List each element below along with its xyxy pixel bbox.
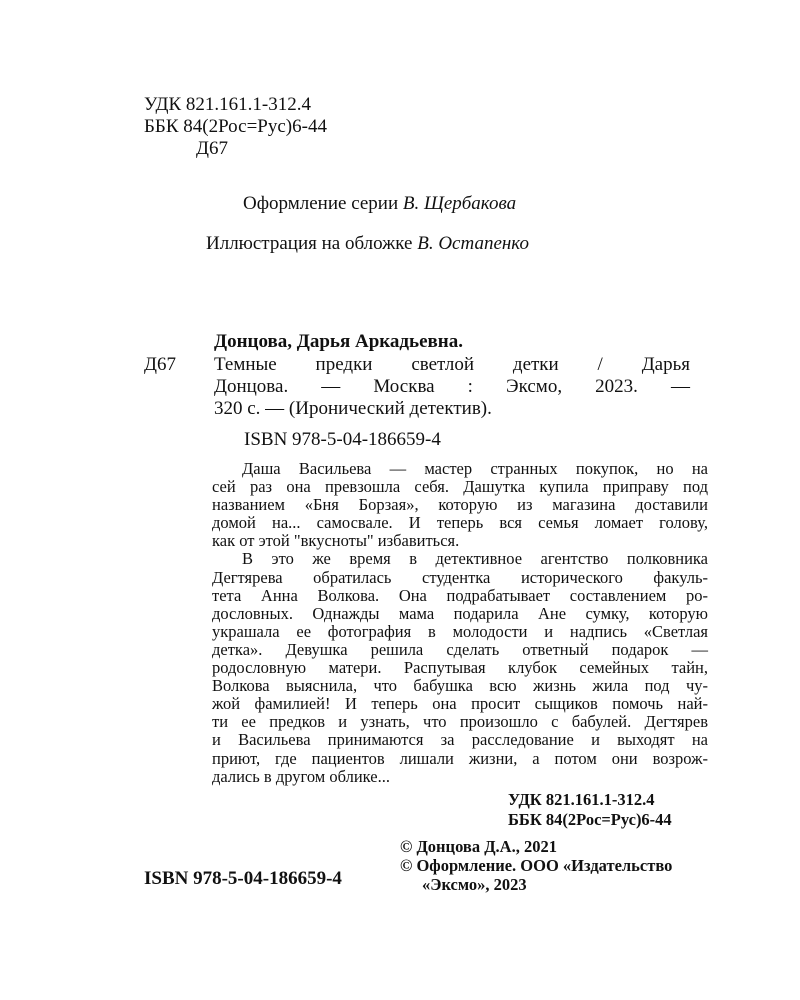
footer-isbn: ISBN 978-5-04-186659-4 (144, 868, 342, 889)
annotation-line: домой на... самосвале. И теперь вся семья ломает голову, (212, 513, 708, 533)
annotation-line: Дегтярева обратилась студентка исторического факуль- (212, 567, 708, 587)
annotation-line: родословную матери. Распутывая клубок семейных тайн, (212, 658, 708, 678)
bibliography-line: Донцова. — Москва : Эксмо, 2023. — (214, 376, 690, 397)
annotation-line: жой фамилией! И теперь она просит сыщиков помочь най- (212, 694, 708, 714)
cover-illustration-credit (206, 233, 529, 255)
annotation-line: названием «Бня Борзая», которую из магазина доставили (212, 495, 708, 515)
series-design-name: В. Щербакова (402, 193, 517, 214)
copyright-design: © Оформление. ООО «Издательство (400, 856, 673, 875)
annotation-line: украшала ее фотография в молодости и надпись «Светлая (212, 621, 708, 641)
annotation-line: ти ее предков и узнать, что произошло с бабулей. Дегтярев (212, 712, 708, 732)
udk-code: УДК 821.161.1-312.4 (144, 94, 311, 115)
bibliography-line: Темные предки светлой детки / Дарья (214, 354, 690, 375)
annotation-line: дословных. Однажды мама подарила Ане сумку, которую (212, 603, 708, 623)
annotation-line: В это же время в детективное агентство полковника (242, 549, 708, 569)
annotation (212, 460, 708, 786)
copyright-design-continued: «Эксмо», 2023 (422, 875, 527, 894)
bottom-udk-code: УДК 821.161.1-312.4 (508, 790, 655, 809)
cover-name: В. Остапенко (417, 233, 529, 254)
annotation-line: Волкова выяснила, что бабушка всю жизнь жила под чу- (212, 676, 708, 696)
annotation-line: Даша Васильева — мастер странных покупок, но на (242, 459, 708, 478)
bottom-bbk-code: ББК 84(2Рос=Рус)6-44 (508, 810, 672, 829)
bibliography-mark: Д67 (144, 354, 176, 375)
annotation-line: как от этой "вкусноты" избавиться. (212, 531, 460, 551)
copyright-author: © Донцова Д.А., 2021 (400, 837, 557, 856)
annotation-line: дались в другом облике... (212, 766, 390, 786)
series-design-credit (243, 193, 516, 215)
annotation-line: сей раз она превзошла себя. Дашутка купила приправу под (212, 477, 708, 497)
cover-label: Иллюстрация на обложке (206, 233, 413, 254)
bibliography-line: 320 с. — (Иронический детектив). (214, 398, 492, 419)
annotation-line: тета Анна Волкова. Она подрабатывает составлением ро- (212, 585, 708, 605)
annotation-line: и Васильева принимаются за расследование и выходят на (212, 730, 708, 750)
author-mark: Д67 (196, 138, 228, 159)
series-design-label: Оформление серии (243, 193, 399, 214)
bibliography-isbn: ISBN 978-5-04-186659-4 (244, 429, 441, 450)
annotation-line: детка». Девушка решила сделать ответный подарок — (212, 639, 708, 659)
bibliography-author: Донцова, Дарья Аркадьевна. (214, 331, 463, 352)
bbk-code: ББК 84(2Рос=Рус)6-44 (144, 116, 327, 137)
annotation-line: приют, где пациентов лишали жизни, а потом они возрож- (212, 748, 708, 768)
